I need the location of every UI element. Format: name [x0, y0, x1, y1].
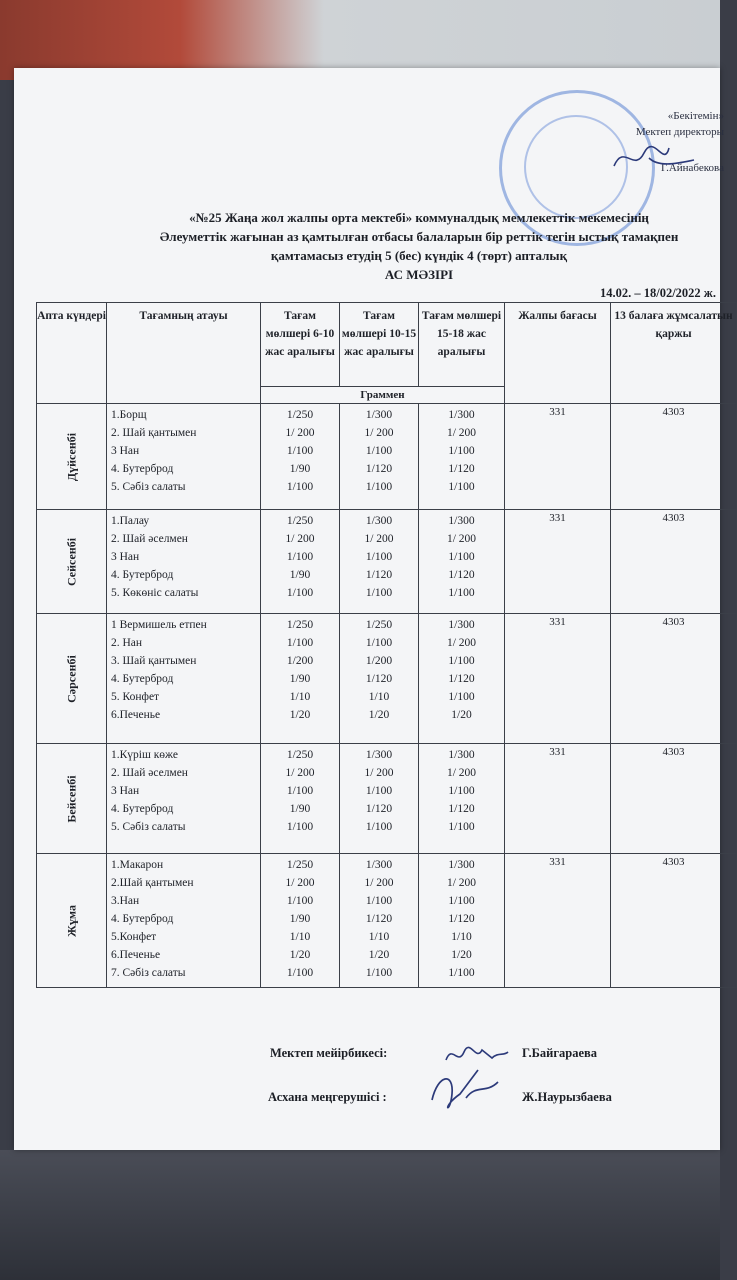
title-line-2: Әлеуметтік жағынан аз қамтылған отбасы балаларын бір реттік тегін ыстық тамақпен [159, 229, 679, 244]
qty-6-10-line: 1/250 [286, 515, 314, 527]
qty-15-18-line: 1/300 [448, 409, 475, 421]
header-price: Жалпы бағасы [505, 303, 611, 404]
qty-6-10 [261, 404, 340, 510]
qty-15-18-line: 1/20 [451, 709, 472, 721]
day-cell [37, 744, 107, 854]
qty-6-10-line: 1/90 [289, 569, 311, 581]
qty-15-18-line: 1/ 200 [446, 533, 477, 545]
qty-6-10-line: 1/ 200 [285, 533, 315, 545]
qty-6-10-line: 1/250 [286, 749, 314, 761]
qty-15-18-line: 1/300 [448, 749, 475, 761]
qty-6-10-line: 1/ 200 [285, 767, 315, 779]
qty-15-18-line: 1/120 [448, 569, 475, 581]
dish-list-line: 1 Вермишель етпен [111, 619, 207, 631]
qty-10-15-line: 1/300 [365, 859, 393, 871]
menu-body [37, 404, 737, 988]
qty-6-10 [261, 614, 340, 744]
qty-10-15-line: 1/100 [365, 445, 393, 457]
dish-list-line: 5. Көкөніс салаты [111, 587, 199, 599]
qty-15-18-line: 1/100 [448, 655, 475, 667]
dish-list-line: 1.Макарон [111, 859, 164, 871]
day-cell [37, 510, 107, 614]
qty-10-15-line: 1/ 200 [364, 533, 394, 545]
qty-15-18-line: 1/120 [448, 913, 475, 925]
price-cell: 331 [505, 614, 611, 744]
date-range: 14.02. – 18/02/2022 ж. [599, 286, 716, 300]
approval-line-3: Г.Айнабекова [660, 162, 724, 174]
qty-6-10-line: 1/100 [286, 821, 314, 833]
title-line-3: қамтамасыз етудің 5 (бес) күндік 4 (төрт) апталық [270, 248, 568, 263]
qty-10-15 [340, 614, 419, 744]
dish-list-line: 4. Бутерброд [111, 463, 174, 475]
director-signature [609, 138, 699, 178]
dish-list-line: 5. Сәбіз салаты [111, 821, 186, 833]
dish-list-line: 5. Конфет [111, 691, 160, 703]
header-dish: Тағамның атауы [107, 303, 261, 404]
qty-10-15-line: 1/100 [365, 637, 393, 649]
dish-list-line: 6.Печенье [111, 949, 161, 961]
price-cell: 331 [505, 854, 611, 988]
qty-6-10-line: 1/100 [286, 637, 314, 649]
dish-list-line: 1.Палау [111, 515, 150, 527]
qty-10-15-line: 1/100 [365, 895, 393, 907]
qty-15-18 [419, 614, 505, 744]
qty-15-18-line: 1/100 [448, 445, 475, 457]
qty-15-18-line: 1/120 [448, 803, 475, 815]
qty-6-10-line: 1/90 [289, 913, 311, 925]
qty-15-18 [419, 404, 505, 510]
dish-list-line: 4. Бутерброд [111, 803, 174, 815]
qty-10-15-line: 1/10 [368, 931, 390, 943]
qty-15-18-line: 1/100 [448, 821, 475, 833]
dish-list-line: 4. Бутерброд [111, 913, 174, 925]
qty-6-10-line: 1/ 200 [285, 427, 315, 439]
day-row [37, 510, 737, 614]
qty-6-10-line: 1/100 [286, 895, 314, 907]
qty-15-18-line: 1/300 [448, 515, 475, 527]
qty-6-10-line: 1/100 [286, 445, 314, 457]
qty-10-15 [340, 744, 419, 854]
dish-list-line: 6.Печенье [111, 709, 161, 721]
qty-15-18 [419, 854, 505, 988]
qty-6-10-line: 1/90 [289, 463, 311, 475]
qty-15-18-line: 1/ 200 [446, 637, 477, 649]
qty-10-15-line: 1/100 [365, 481, 393, 493]
day-label: Жұма [64, 904, 78, 937]
nurse-role: Мектеп мейірбикесі: [270, 1046, 388, 1060]
qty-15-18-line: 1/20 [451, 949, 472, 961]
qty-6-10-line: 1/250 [286, 859, 314, 871]
qty-10-15-line: 1/120 [365, 913, 393, 925]
qty-6-10-line: 1/100 [286, 481, 314, 493]
qty-15-18-line: 1/100 [448, 551, 475, 563]
dish-list-line: 7. Сәбіз салаты [111, 967, 186, 979]
qty-6-10-line: 1/100 [286, 551, 314, 563]
qty-6-10-line: 1/200 [286, 655, 314, 667]
day-label: Сейсенбі [64, 537, 78, 586]
day-row [37, 614, 737, 744]
qty-6-10-line: 1/ 200 [285, 877, 315, 889]
menu-table [36, 302, 737, 988]
background-bottom [0, 1150, 720, 1280]
dish-list-line: 3 Нан [111, 445, 140, 457]
qty-6-10 [261, 510, 340, 614]
qty-6-10-line: 1/90 [289, 673, 311, 685]
qty-15-18-line: 1/120 [448, 463, 475, 475]
dish-list-line: 3.Нан [111, 895, 140, 907]
dish-list-line: 3 Нан [111, 785, 140, 797]
qty-10-15 [340, 510, 419, 614]
day-cell [37, 614, 107, 744]
header-qty-10-15: Тағам мөлшері 10-15 жас аралығы [340, 303, 419, 387]
header-spend: 13 балаға жұмсалатын қаржы [611, 303, 737, 404]
qty-10-15-line: 1/20 [368, 949, 390, 961]
day-cell [37, 854, 107, 988]
dish-list-line: 2. Шай әселмен [111, 533, 188, 545]
nurse-name: Г.Байгараева [522, 1046, 598, 1060]
header-unit: Граммен [261, 387, 505, 404]
spend-cell: 4303 [611, 510, 737, 614]
spend-cell: 4303 [611, 404, 737, 510]
qty-15-18-line: 1/300 [448, 619, 475, 631]
title-line-1: «№25 Жаңа жол жалпы орта мектебі» коммуналдық мемлекеттік мекемесінің [189, 210, 649, 225]
qty-6-10-line: 1/20 [289, 709, 311, 721]
dish-list-line: 2. Шай әселмен [111, 767, 188, 779]
document-title [114, 208, 724, 284]
header-day: Апта күндері [37, 303, 107, 404]
qty-6-10-line: 1/10 [289, 931, 311, 943]
qty-15-18-line: 1/100 [448, 895, 475, 907]
qty-10-15 [340, 404, 419, 510]
qty-15-18-line: 1/ 200 [446, 427, 477, 439]
document-page [14, 68, 733, 1150]
qty-10-15-line: 1/100 [365, 551, 393, 563]
qty-10-15-line: 1/120 [365, 803, 393, 815]
dish-list-line: 4. Бутерброд [111, 673, 174, 685]
dish-list-line: 2.Шай қантымен [111, 877, 194, 889]
qty-10-15-line: 1/10 [368, 691, 390, 703]
qty-10-15-line: 1/100 [365, 785, 393, 797]
header-qty-6-10: Тағам мөлшері 6-10 жас аралығы [261, 303, 340, 387]
qty-10-15-line: 1/100 [365, 967, 393, 979]
spend-cell: 4303 [611, 854, 737, 988]
qty-6-10-line: 1/100 [286, 967, 314, 979]
qty-10-15-line: 1/120 [365, 569, 393, 581]
qty-15-18-line: 1/100 [448, 481, 475, 493]
qty-10-15-line: 1/200 [365, 655, 393, 667]
qty-10-15-line: 1/ 200 [364, 427, 394, 439]
qty-15-18-line: 1/ 200 [446, 767, 477, 779]
day-cell [37, 404, 107, 510]
qty-6-10-line: 1/250 [286, 619, 314, 631]
price-cell: 331 [505, 744, 611, 854]
dish-list-line: 3 Нан [111, 551, 140, 563]
qty-10-15-line: 1/250 [365, 619, 393, 631]
dish-list-line: 3. Шай қантымен [111, 655, 197, 667]
qty-15-18-line: 1/10 [451, 931, 472, 943]
qty-15-18-line: 1/120 [448, 673, 475, 685]
dish-list-line: 1.Күріш көже [111, 749, 178, 761]
header-qty-15-18: Тағам мөлшері 15-18 жас аралығы [419, 303, 505, 387]
qty-10-15 [340, 854, 419, 988]
qty-10-15-line: 1/20 [368, 709, 390, 721]
dish-list-line: 1.Борщ [111, 409, 147, 421]
qty-15-18-line: 1/100 [448, 967, 475, 979]
approval-line-1: «Бекітемін» [667, 110, 724, 122]
title-line-4: АС МӘЗІРІ [384, 267, 454, 282]
price-cell: 331 [505, 404, 611, 510]
qty-10-15-line: 1/300 [365, 409, 393, 421]
spend-cell: 4303 [611, 744, 737, 854]
qty-6-10-line: 1/100 [286, 587, 314, 599]
day-label: Дүйсенбі [64, 432, 78, 481]
dish-list [107, 854, 261, 988]
qty-15-18 [419, 510, 505, 614]
qty-6-10-line: 1/20 [289, 949, 311, 961]
qty-10-15-line: 1/300 [365, 515, 393, 527]
approval-line-2: Мектеп директоры [635, 126, 724, 138]
qty-15-18-line: 1/100 [448, 691, 475, 703]
qty-15-18-line: 1/100 [448, 785, 475, 797]
qty-6-10 [261, 854, 340, 988]
canteen-role: Асхана меңгерушісі : [268, 1090, 387, 1104]
qty-10-15-line: 1/120 [365, 673, 393, 685]
dish-list [107, 510, 261, 614]
dish-list-line: 5. Сәбіз салаты [111, 481, 186, 493]
dish-list-line: 2. Нан [111, 637, 143, 649]
dish-list [107, 744, 261, 854]
price-cell: 331 [505, 510, 611, 614]
dish-list-line: 2. Шай қантымен [111, 427, 197, 439]
qty-15-18-line: 1/ 200 [446, 877, 477, 889]
qty-10-15-line: 1/ 200 [364, 877, 394, 889]
qty-6-10-line: 1/90 [289, 803, 311, 815]
qty-10-15-line: 1/100 [365, 821, 393, 833]
qty-6-10-line: 1/250 [286, 409, 314, 421]
day-label: Бейсенбі [64, 774, 78, 823]
qty-15-18 [419, 744, 505, 854]
qty-6-10 [261, 744, 340, 854]
qty-10-15-line: 1/ 200 [364, 767, 394, 779]
dish-list [107, 614, 261, 744]
qty-10-15-line: 1/300 [365, 749, 393, 761]
day-row [37, 744, 737, 854]
qty-15-18-line: 1/300 [448, 859, 475, 871]
qty-6-10-line: 1/100 [286, 785, 314, 797]
dish-list-line: 5.Конфет [111, 931, 157, 943]
day-row [37, 854, 737, 988]
dish-list [107, 404, 261, 510]
day-label: Сәрсенбі [64, 654, 78, 703]
qty-15-18-line: 1/100 [448, 587, 475, 599]
spend-cell: 4303 [611, 614, 737, 744]
day-row [37, 404, 737, 510]
qty-6-10-line: 1/10 [289, 691, 311, 703]
canteen-name: Ж.Наурызбаева [522, 1090, 612, 1104]
qty-10-15-line: 1/120 [365, 463, 393, 475]
dish-list-line: 4. Бутерброд [111, 569, 174, 581]
qty-10-15-line: 1/100 [365, 587, 393, 599]
canteen-signature [426, 1064, 506, 1116]
